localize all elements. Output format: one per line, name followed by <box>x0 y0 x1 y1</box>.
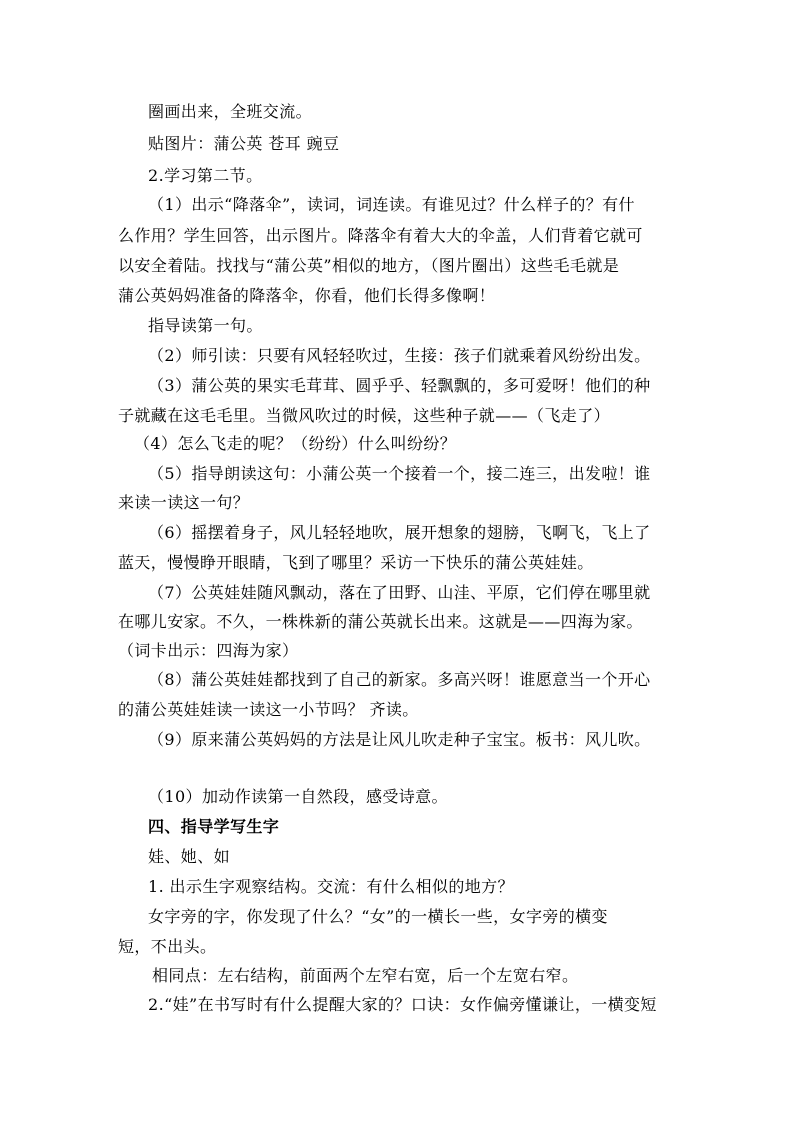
text-line: 蒲公英妈妈准备的降落伞，你看，他们长得多像啊！ <box>118 286 496 305</box>
text-line: 相同点：左右结构，前面两个左窄右宽，后一个左宽右窄。 <box>152 966 579 985</box>
text-line: （7）公英娃娃随风飘动，落在了田野、山洼、平原，它们停在哪里就 <box>148 583 651 602</box>
text-line: 1. 出示生字观察结构。交流：有什么相似的地方？ <box>148 877 514 896</box>
text-line: 么作用？学生回答，出示图片。降落伞有着大大的伞盖，人们背着它就可 <box>118 226 643 245</box>
text-line: 贴图片：蒲公英 苍耳 豌豆 <box>148 134 340 153</box>
text-line: 以安全着陆。找找与“蒲公英”相似的地方，（图片圈出）这些毛毛就是 <box>118 256 620 275</box>
text-line: （10）加动作读第一自然段，感受诗意。 <box>148 787 448 806</box>
text-line: 在哪儿安家。不久，一株株新的蒲公英就长出来。这就是——四海为家。 <box>118 612 643 631</box>
text-line: 娃、她、如 <box>148 847 231 866</box>
text-line: （2）师引读：只要有风轻轻吹过，生接：孩子们就乘着风纷纷出发。 <box>148 346 651 365</box>
text-line: 女字旁的字，你发现了什么？“女”的一横长一些，女字旁的横变 <box>148 907 608 926</box>
text-line: （词卡出示：四海为家） <box>118 641 299 660</box>
text-line: （9）原来蒲公英妈妈的方法是让风儿吹走种子宝宝。板书：风儿吹。 <box>148 730 651 749</box>
text-line: （4）怎么飞走的呢？（纷纷）什么叫纷纷？ <box>134 434 457 453</box>
text-line: 短，不出头。 <box>118 937 217 956</box>
text-line: （3）蒲公英的果实毛茸茸、圆乎乎、轻飘飘的，多可爱呀！他们的种 <box>148 376 651 395</box>
section-heading: 四、指导学写生字 <box>148 817 280 836</box>
text-line: 来读一读这一句？ <box>118 493 250 512</box>
text-line: 的蒲公英娃娃读一读这一小节吗？ 齐读。 <box>118 700 419 719</box>
text-line: 指导读第一句。 <box>148 316 263 335</box>
text-line: 蓝天，慢慢睁开眼睛，飞到了哪里？采访一下快乐的蒲公英娃娃。 <box>118 553 594 572</box>
text-line: 2.“娃”在书写时有什么提醒大家的？口诀：女作偏旁懂谦让，一横变短 <box>148 995 657 1014</box>
text-line: （1）出示“降落伞”，读词，词连读。有谁见过？什么样子的？有什 <box>148 195 635 214</box>
text-line: 子就藏在这毛毛里。当微风吹过的时候，这些种子就——（飞走了） <box>118 406 611 425</box>
text-line: （6）摇摆着身子，风儿轻轻地吹，展开想象的翅膀，飞啊飞，飞上了 <box>148 523 651 542</box>
text-line: 2.学习第二节。 <box>148 166 263 185</box>
text-line: （5）指导朗读这句：小蒲公英一个接着一个，接二连三，出发啦！谁 <box>148 464 651 483</box>
text-line: （8）蒲公英娃娃都找到了自己的新家。多高兴呀！谁愿意当一个开心 <box>148 670 651 689</box>
text-line: 圈画出来，全班交流。 <box>148 102 313 121</box>
